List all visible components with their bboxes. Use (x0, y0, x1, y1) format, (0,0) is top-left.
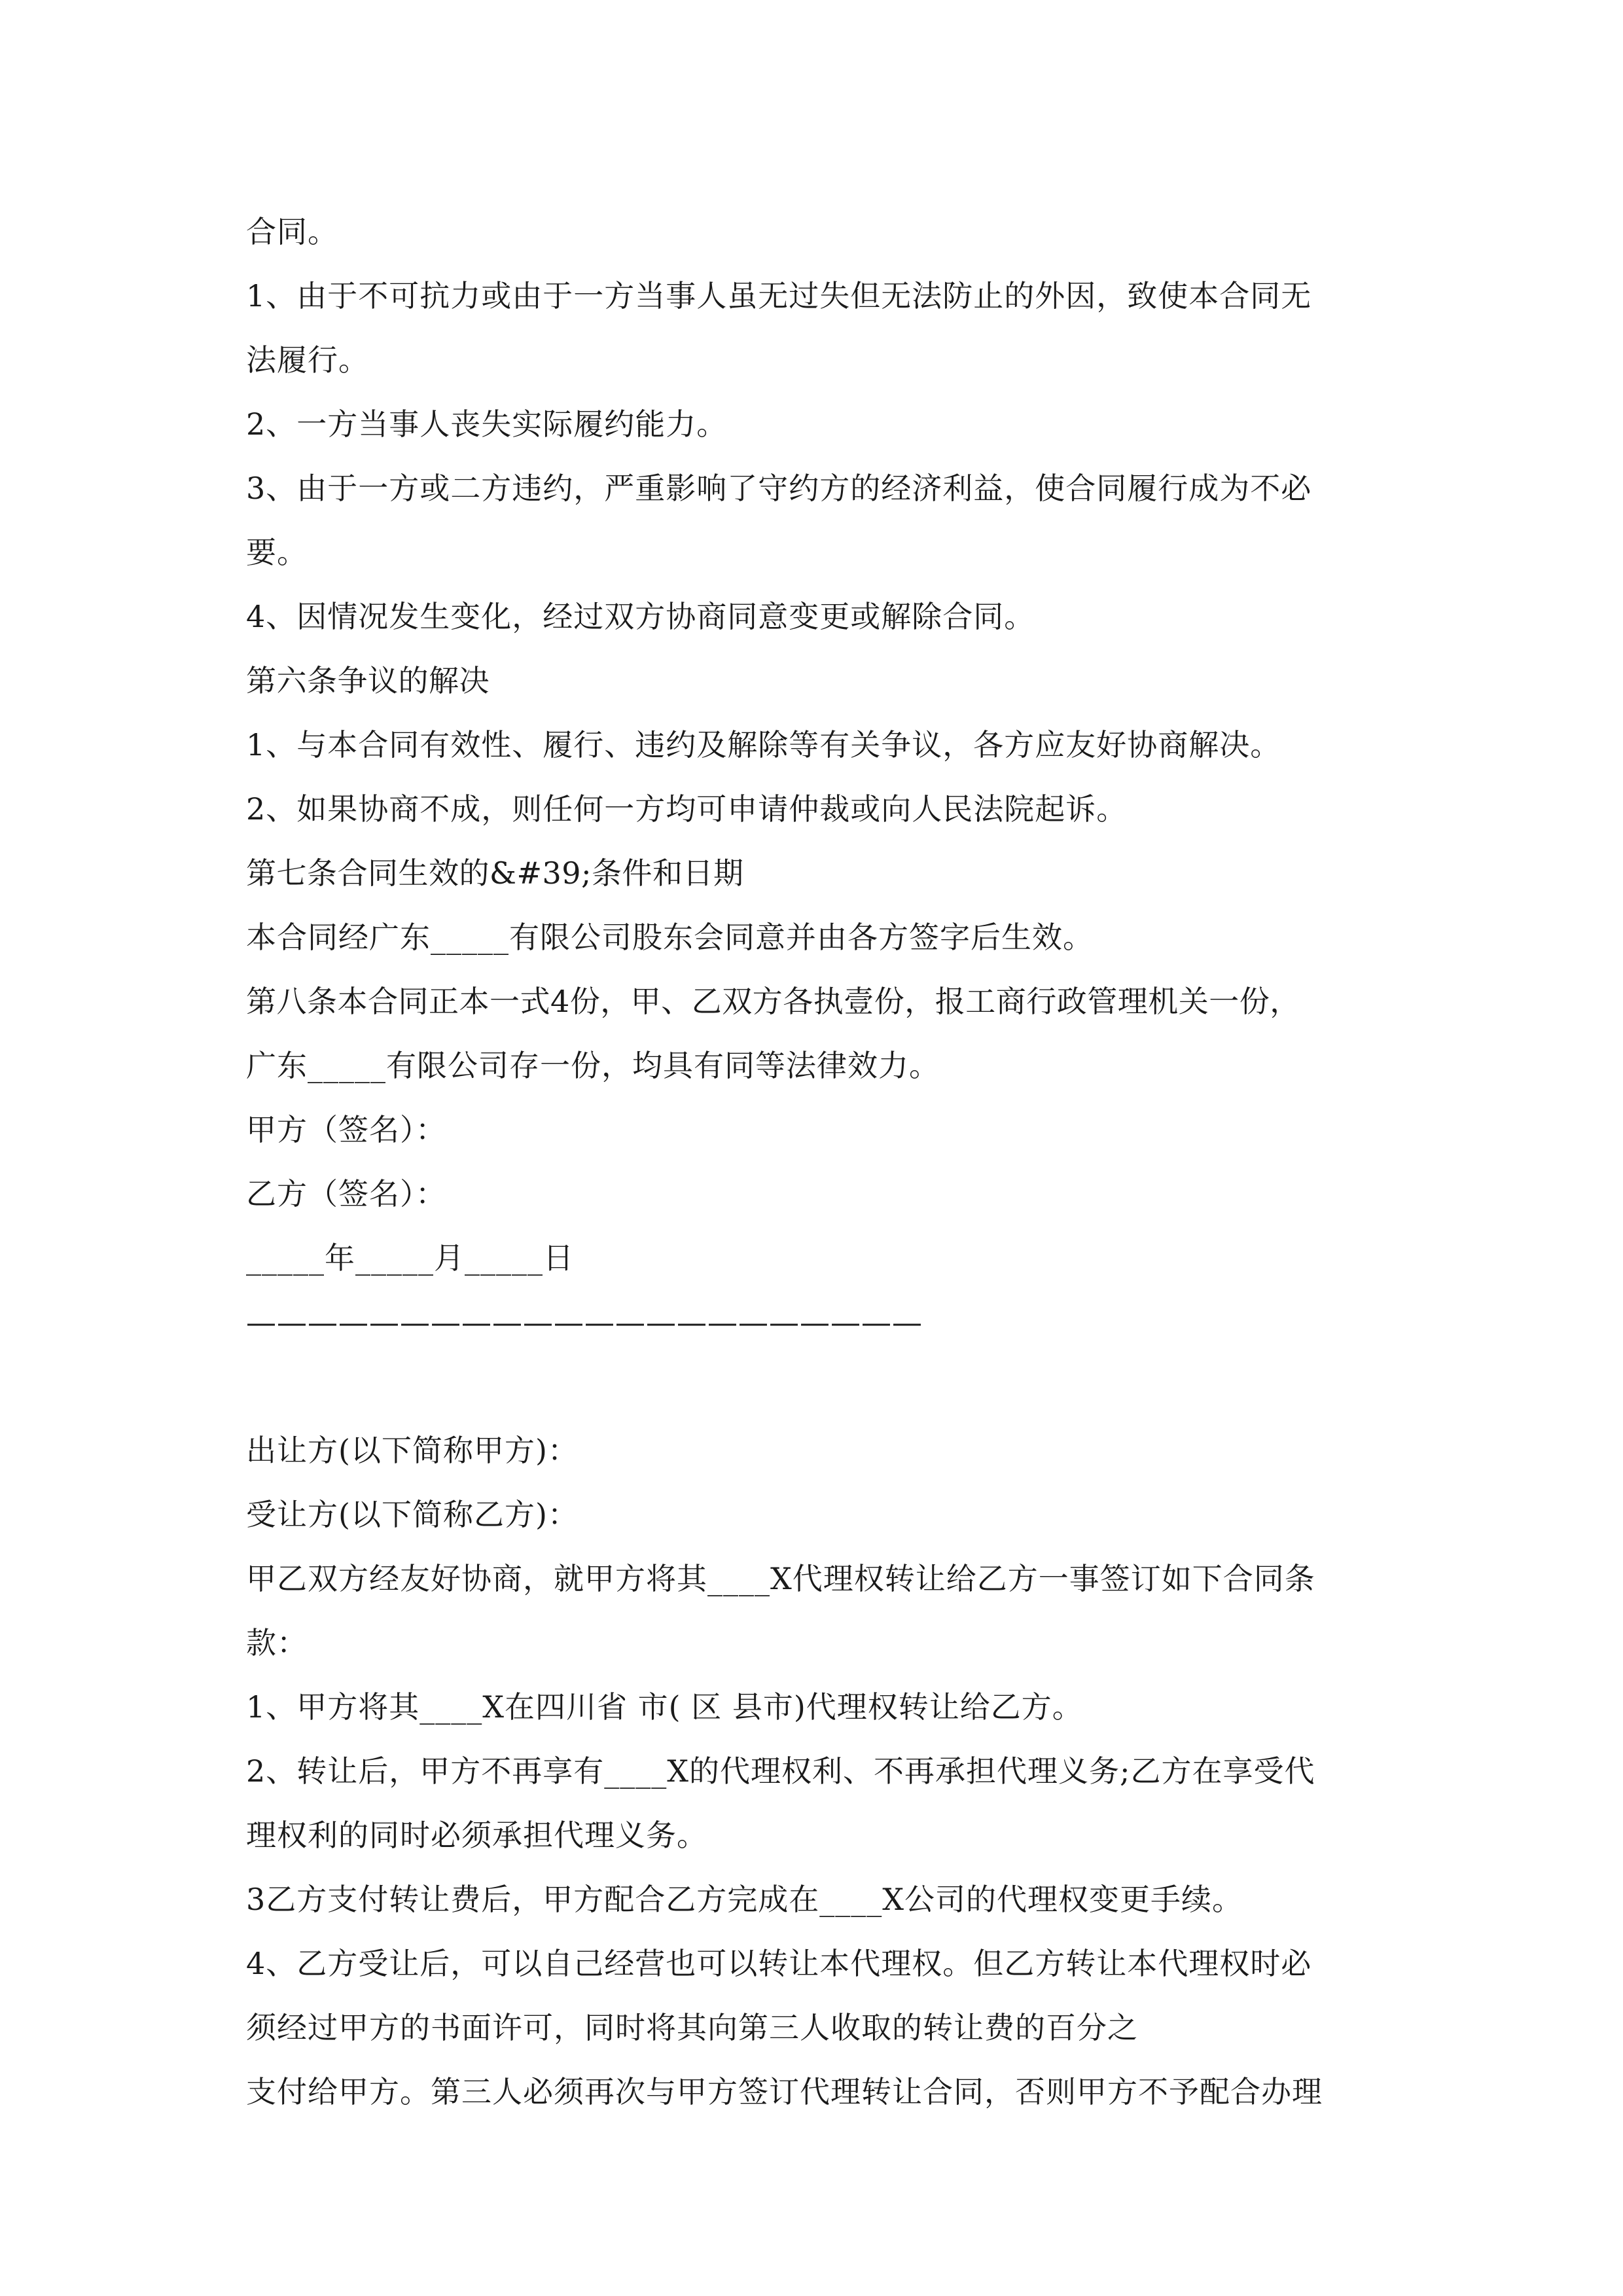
text-line: 支付给甲方。第三人必须再次与甲方签订代理转让合同，否则甲方不予配合办理 (246, 2074, 1323, 2109)
transferor-line: 出让方(以下简称甲方)： (246, 1433, 579, 1468)
clause-line: 2、一方当事人丧失实际履约能力。 (246, 406, 728, 442)
clause-line: 2、如果协商不成，则任何一方均可申请仲裁或向人民法院起诉。 (246, 791, 1128, 827)
clause-line: 3、由于一方或二方违约，严重影响了守约方的经济利益，使合同履行成为不必 (246, 471, 1312, 506)
blank-line (246, 1354, 1398, 1418)
text-line: 法履行。 (246, 342, 369, 378)
clause-line: 1、甲方将其____X在四川省 市( 区 县市)代理权转让给乙方。 (246, 1689, 1083, 1725)
date-line: _____年_____月_____日 (246, 1240, 574, 1276)
clause-line: 1、由于不可抗力或由于一方当事人虽无过失但无法防止的外因，致使本合同无 (246, 278, 1312, 314)
section-divider: —————————————————————— (246, 1304, 923, 1340)
text-line: 广东_____有限公司存一份，均具有同等法律效力。 (246, 1048, 940, 1083)
clause-line: 1、与本合同有效性、履行、违约及解除等有关争议，各方应友好协商解决。 (246, 727, 1281, 762)
text-line: 理权利的同时必须承担代理义务。 (246, 1818, 707, 1853)
text-line: 须经过甲方的书面许可，同时将其向第三人收取的转让费的百分之 (246, 2010, 1138, 2045)
article-heading: 第六条争议的解决 (246, 663, 490, 698)
text-line: 要。 (246, 535, 308, 570)
clause-line: 4、乙方受让后，可以自己经营也可以转让本代理权。但乙方转让本代理权时必 (246, 1946, 1312, 1981)
article-heading: 第八条本合同正本一式4份，甲、乙双方各执壹份，报工商行政管理机关一份， (246, 984, 1300, 1019)
transferee-line: 受让方(以下简称乙方)： (246, 1497, 579, 1532)
clause-line: 2、转让后，甲方不再享有____X的代理权利、不再承担代理义务;乙方在享受代 (246, 1753, 1315, 1789)
text-line: 甲乙双方经友好协商，就甲方将其____X代理权转让给乙方一事签订如下合同条 (246, 1561, 1315, 1596)
clause-line: 4、因情况发生变化，经过双方协商同意变更或解除合同。 (246, 599, 1035, 634)
article-heading: 第七条合同生效的&#39;条件和日期 (246, 855, 744, 891)
text-line: 合同。 (246, 214, 338, 249)
clause-line: 3乙方支付转让费后，甲方配合乙方完成在____X公司的代理权变更手续。 (246, 1882, 1243, 1917)
text-line: 款： (246, 1625, 308, 1660)
document-body (246, 200, 1398, 2124)
text-line: 本合同经广东_____有限公司股东会同意并由各方签字后生效。 (246, 920, 1094, 955)
signature-line-party-a: 甲方（签名）： (246, 1112, 446, 1147)
signature-line-party-b: 乙方（签名）： (246, 1176, 446, 1211)
